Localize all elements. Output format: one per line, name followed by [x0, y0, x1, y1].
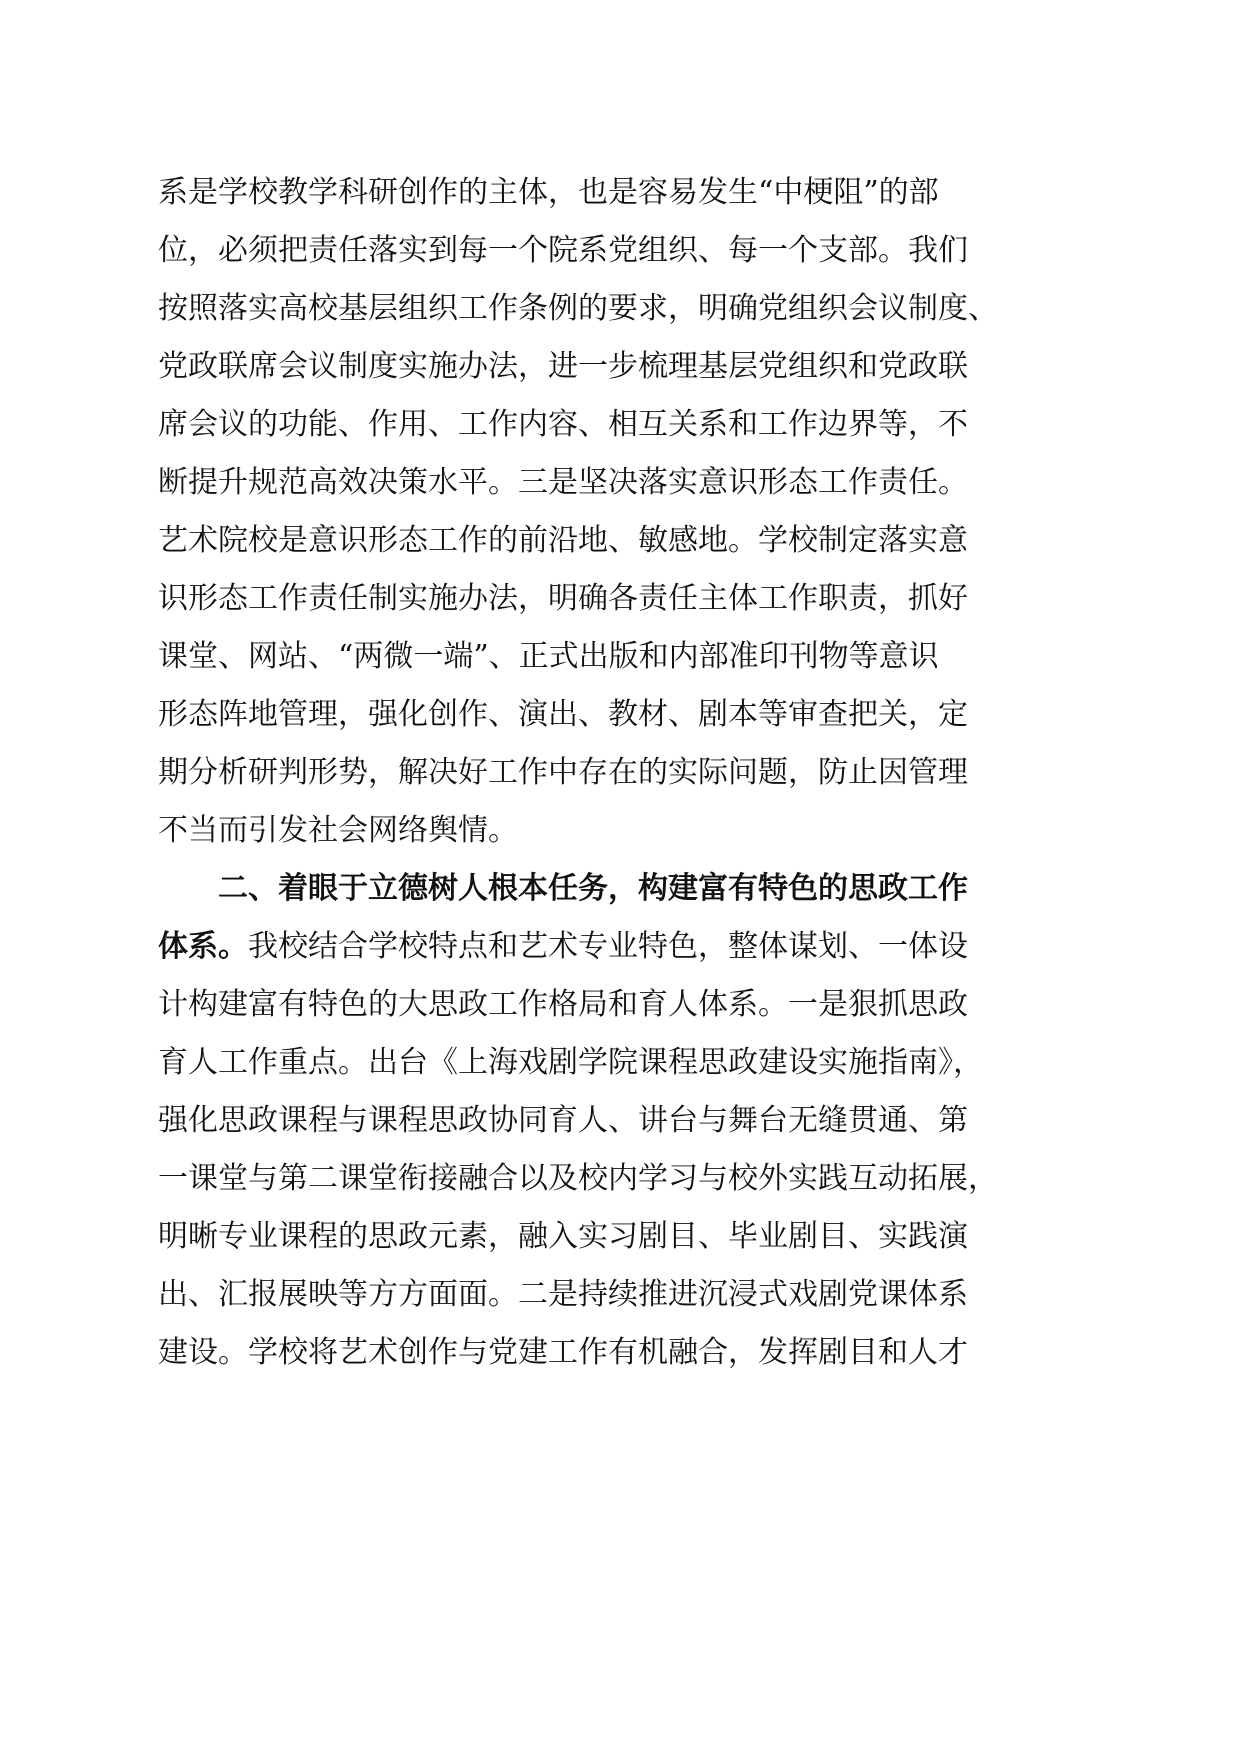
paragraph-line: 位，必须把责任落实到每一个院系党组织、每一个支部。我们 [158, 233, 968, 268]
paragraph-line: 形态阵地管理，强化创作、演出、教材、剧本等审查把关，定 [158, 697, 968, 732]
paragraph-line: 强化思政课程与课程思政协同育人、讲台与舞台无缝贯通、第 [158, 1103, 968, 1138]
section-heading-continuation [158, 927, 968, 967]
section-body-start: 我校结合学校特点和艺术专业特色，整体谋划、一体设 [248, 929, 968, 964]
paragraph-line: 党政联席会议制度实施办法，进一步梳理基层党组织和党政联 [158, 349, 968, 384]
paragraph-line: 育人工作重点。出台《上海戏剧学院课程思政建设实施指南》， [158, 1045, 983, 1080]
section-heading: 二、着眼于立德树人根本任务，构建富有特色的思政工作 [218, 871, 968, 906]
paragraph-line: 计构建富有特色的大思政工作格局和育人体系。一是狠抓思政 [158, 987, 968, 1022]
paragraph-line: 出、汇报展映等方方面面。二是持续推进沉浸式戏剧党课体系 [158, 1277, 968, 1312]
section-heading-tail: 体系。 [158, 929, 248, 964]
paragraph-line: 艺术院校是意识形态工作的前沿地、敏感地。学校制定落实意 [158, 523, 968, 558]
paragraph-line: 建设。学校将艺术创作与党建工作有机融合，发挥剧目和人才 [158, 1335, 968, 1370]
paragraph-line: 不当而引发社会网络舆情。 [158, 813, 518, 848]
paragraph-line: 识形态工作责任制实施办法，明确各责任主体工作职责，抓好 [158, 581, 968, 616]
paragraph-line: 明晰专业课程的思政元素，融入实习剧目、毕业剧目、实践演 [158, 1219, 968, 1254]
paragraph-line: 系是学校教学科研创作的主体，也是容易发生“中梗阻”的部 [158, 175, 939, 210]
paragraph-line: 期分析研判形势，解决好工作中存在的实际问题，防止因管理 [158, 755, 968, 790]
paragraph-line: 断提升规范高效决策水平。三是坚决落实意识形态工作责任。 [158, 465, 968, 500]
paragraph-line: 按照落实高校基层组织工作条例的要求，明确党组织会议制度、 [158, 291, 998, 326]
paragraph-line: 席会议的功能、作用、工作内容、相互关系和工作边界等，不 [158, 407, 968, 442]
paragraph-line: 一课堂与第二课堂衔接融合以及校内学习与校外实践互动拓展， [158, 1161, 998, 1196]
paragraph-line: 课堂、网站、“两微一端”、正式出版和内部准印刊物等意识 [158, 639, 939, 674]
